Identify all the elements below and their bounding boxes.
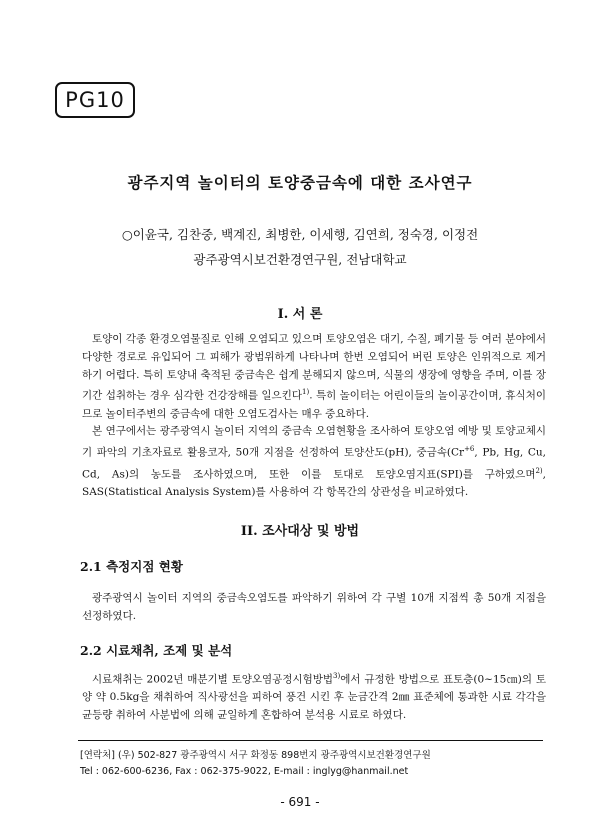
intro-p1-tail: . 특히 놀이터는 어린이들의 놀이공간이며, 휴식처이므로 놀이터주변의 중금속에 대한 오염도검사는 매우 중요하다.	[82, 389, 546, 420]
footer-phone-email: Tel : 062-600-6236, Fax : 062-375-9022, E-mail : inglyg@hanmail.net	[80, 766, 409, 777]
intro-p2-text-c: , SAS(Statistical Analysis System)를 사용하여 각 항목간의 상관성을 비교하였다.	[82, 468, 546, 498]
citation-3: 3)	[333, 672, 341, 680]
sampling-text-b: 에서 규정한 방법으로 표토층(0~15㎝)의 토양 약 0.5kg을 채취하여 직사광선을 피하여 풍건 시킨 후 눈금간격 2㎜ 표준체에 통과한 시료 각각을 균등량 취하여 사분법에 의해 균일하게 혼합하여 분석용 시료로 하였다.	[82, 673, 546, 722]
intro-paragraph-1	[82, 331, 546, 423]
section-heading-introduction: I. 서 론	[277, 307, 323, 322]
sampling-text-a: 시료채취는 2002년 매분기별 토양오염공정시험방법	[92, 673, 334, 686]
subsection-heading-sites: 2.1 측정지점 현황	[80, 559, 183, 574]
footer-contact: [연락처] (우) 502-827 광주광역시 서구 화정동 898번지 광주광역시보건환경연구원	[80, 750, 431, 761]
intro-p1-text: 토양이 각종 환경오염물질로 인해 오염되고 있으며 토양오염은 대기, 수질, 폐기물 등 여러 분야에서 다양한 경로로 유입되어 그 피해가 광범위하게 나타나며 한번 오염되어 버린 토양은 인위적으로 제거하기 어렵다. 특히 토양내 축적된 중금속은 쉽게 분해되지 않으며, 식물의 생장에 영향을 주며, 이를 장기간 섭취하는 경우 심각한 건강장해를 일으킨다	[82, 333, 546, 402]
chromium-charge: +6	[464, 445, 475, 454]
intro-p2-text-b: , Pb, Hg, Cu, Cd, As)의 농도를 조사하였으며, 또한 이를 토대로 토양오염지표(SPI)를 구하였으며	[82, 446, 546, 481]
sampling-body	[82, 668, 546, 725]
intro-paragraph-2	[82, 423, 546, 501]
intro-p2-text-a: 본 연구에서는 광주광역시 놀이터 지역의 중금속 오염현황을 조사하여 토양오염 예방 및 토양교체시기 파악의 기초자료로 활용코자, 50개 지점을 선정하여 토양산도(pH), 중금속(Cr	[82, 425, 546, 459]
affiliation: 광주광역시보건환경연구원, 전남대학교	[193, 252, 407, 267]
author-list: ○이윤국, 김찬중, 백계진, 최병한, 이세행, 김연희, 정숙경, 이정전	[121, 227, 479, 242]
session-code-badge: PG10	[55, 82, 135, 118]
introduction-body	[82, 331, 546, 502]
subsection-heading-sampling: 2.2 시료채취, 조제 및 분석	[80, 643, 233, 658]
page-number: - 691 -	[280, 795, 320, 809]
footer-divider	[78, 740, 543, 741]
sites-paragraph: 광주광역시 놀이터 지역의 중금속오염도를 파악하기 위하여 각 구별 10개 지점씩 총 50개 지점을 선정하였다.	[82, 592, 546, 622]
section-heading-methods: II. 조사대상 및 방법	[240, 524, 360, 539]
citation-2: 2)	[535, 466, 543, 475]
citation-1: 1)	[302, 388, 310, 397]
paper-title: 광주지역 놀이터의 토양중금속에 대한 조사연구	[127, 174, 473, 192]
sampling-paragraph	[82, 668, 546, 725]
sites-body	[82, 590, 546, 626]
